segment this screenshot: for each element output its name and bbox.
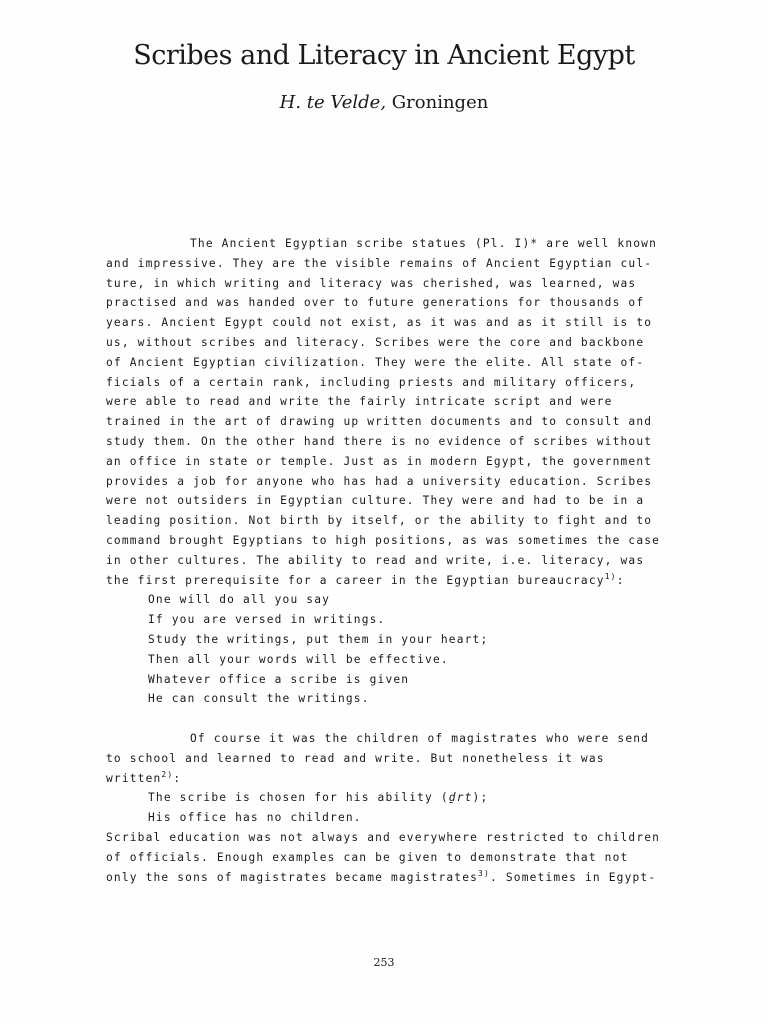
- text-line: us, without scribes and literacy. Scribes were the core and backbone: [106, 335, 645, 349]
- text-line: ture, in which writing and literacy was cherished, was learned, was: [106, 276, 637, 290]
- text-line: were able to read and write the fairly intricate script and were: [106, 395, 613, 409]
- author-affiliation: Groningen: [391, 92, 489, 113]
- text-line: and impressive. They are the visible remains of Ancient Egyptian cul-: [106, 256, 653, 270]
- page-number: 253: [373, 956, 395, 969]
- paragraph-3: [106, 828, 706, 887]
- quote-line: He can consult the writings.: [148, 692, 370, 706]
- text-line: trained in the art of drawing up written documents and to consult and: [106, 415, 653, 429]
- text-line: of officials. Enough examples can be given to demonstrate that not: [106, 850, 629, 864]
- author-name: H. te Velde,: [279, 92, 387, 113]
- text-span: . Sometimes in Egypt-: [490, 870, 657, 884]
- paragraph-gap: [106, 709, 706, 729]
- text-line: of Ancient Egyptian civilization. They were the elite. All state of-: [106, 355, 645, 369]
- text-span: :: [616, 573, 625, 587]
- body-text: [106, 234, 706, 887]
- text-line: Scribal education was not always and everywhere restricted to children: [106, 830, 661, 844]
- paper-title: Scribes and Literacy in Ancient Egypt: [133, 40, 635, 71]
- text-line: provides a job for anyone who has had a university education. Scribes: [106, 474, 653, 488]
- text-line: to school and learned to read and write. But nonetheless it was: [106, 751, 605, 765]
- text-line: ficials of a certain rank, including priests and military officers,: [106, 375, 637, 389]
- author-line: [0, 92, 768, 113]
- quote-line: Study the writings, put them in your heart;: [148, 632, 489, 646]
- text-span: );: [472, 791, 489, 805]
- text-line: years. Ancient Egypt could not exist, as it was and as it still is to: [106, 316, 653, 330]
- footnote-marker: 3): [478, 868, 491, 878]
- text-span: The scribe is chosen for his ability (: [148, 791, 449, 805]
- text-line: [106, 769, 706, 789]
- text-line: an office in state or temple. Just as in modern Egypt, the government: [106, 454, 653, 468]
- text-line: command brought Egyptians to high positions, as was sometimes the case: [106, 533, 661, 547]
- footnote-marker: 2): [161, 769, 174, 779]
- quote-line: If you are versed in writings.: [148, 613, 386, 627]
- text-line: The Ancient Egyptian scribe statues (Pl. I)* are well known: [190, 237, 658, 250]
- text-span: the first prerequisite for a career in the Egyptian bureaucracy: [106, 573, 605, 587]
- text-line: in other cultures. The ability to read and write, i.e. literacy, was: [106, 553, 645, 567]
- quote-line: Then all your words will be effective.: [148, 652, 449, 666]
- text-line: study them. On the other hand there is no evidence of scribes without: [106, 434, 653, 448]
- quote-line: Whatever office a scribe is given: [148, 672, 410, 686]
- text-line: were not outsiders in Egyptian culture. They were and had to be in a: [106, 494, 645, 508]
- text-span: only the sons of magistrates became magistrates: [106, 870, 479, 884]
- text-line: [106, 571, 706, 591]
- quote-2: [106, 788, 706, 828]
- text-line: leading position. Not birth by itself, or the ability to fight and to: [106, 514, 653, 528]
- quote-line: One will do all you say: [148, 593, 331, 607]
- text-line: [106, 868, 706, 888]
- text-span: written: [106, 771, 162, 785]
- footnote-marker: 1): [604, 571, 617, 581]
- text-span: :: [173, 771, 182, 785]
- paragraph-1: [106, 234, 706, 590]
- text-line: practised and was handed over to future generations for thousands of: [106, 296, 645, 310]
- quote-1: [106, 590, 706, 709]
- quote-line: [106, 788, 706, 808]
- quote-line: His office has no children.: [148, 811, 362, 825]
- egyptian-term: ḏrt: [448, 791, 473, 805]
- paragraph-2: [106, 729, 706, 788]
- text-line: Of course it was the children of magistrates who were send: [190, 731, 650, 745]
